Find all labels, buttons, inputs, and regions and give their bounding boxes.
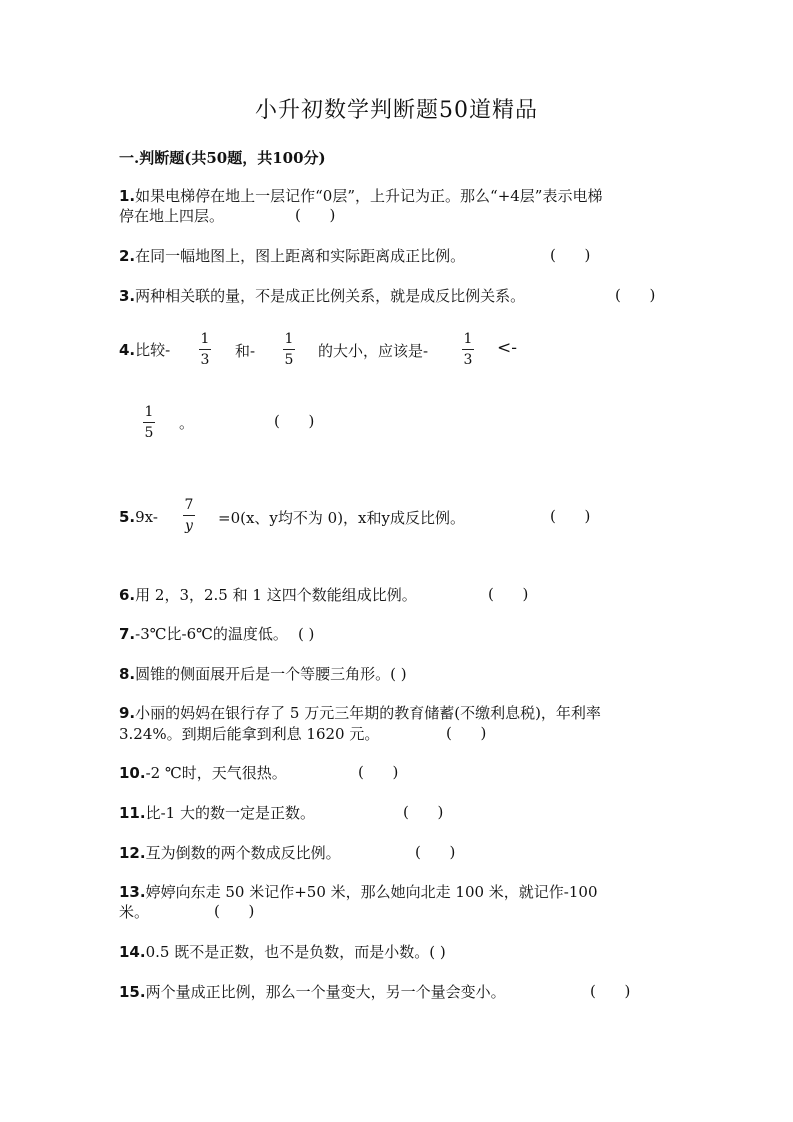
question-text: 9x- bbox=[135, 508, 158, 526]
answer-blank[interactable]: ( ) bbox=[550, 507, 591, 525]
question-number: 8. bbox=[119, 665, 136, 683]
answer-blank[interactable]: ( ) bbox=[429, 943, 446, 961]
numerator: 1 bbox=[463, 331, 473, 347]
answer-blank[interactable]: ( ) bbox=[415, 843, 456, 861]
question-text: 婷婷向东走 50 米记作+50 米，那么她向北走 100 米，就记作-100 bbox=[145, 883, 598, 901]
question-text: 比较- bbox=[135, 341, 171, 359]
numerator: 1 bbox=[144, 404, 154, 420]
question-text: 比-1 大的数一定是正数。 bbox=[145, 804, 315, 822]
question-text: 的大小，应该是- bbox=[318, 342, 429, 360]
denominator: 5 bbox=[144, 425, 154, 441]
question-text: 小丽的妈妈在银行存了 5 万元三年期的教育储蓄(不缴利息税)，年利率 bbox=[135, 704, 601, 722]
question-14 bbox=[119, 942, 446, 962]
question-number: 6. bbox=[119, 586, 136, 604]
question-2 bbox=[119, 246, 465, 266]
fraction-one-third bbox=[199, 331, 211, 368]
answer-blank[interactable]: ( ) bbox=[403, 803, 444, 821]
question-text: =0(x、y均不为 0)，x和y成反比例。 bbox=[218, 509, 465, 527]
question-number: 2. bbox=[119, 247, 136, 265]
question-number: 14. bbox=[119, 943, 146, 961]
denominator: 5 bbox=[284, 352, 294, 368]
denominator: 3 bbox=[200, 352, 210, 368]
question-number: 5. bbox=[119, 508, 136, 526]
question-text: 米。 bbox=[119, 903, 150, 921]
question-number: 11. bbox=[119, 804, 146, 822]
answer-blank[interactable]: ( ) bbox=[550, 246, 591, 264]
question-number: 3. bbox=[119, 287, 136, 305]
question-9-line-2 bbox=[119, 724, 379, 744]
answer-blank[interactable]: ( ) bbox=[295, 206, 336, 224]
question-text: -3℃比-6℃的温度低。 bbox=[135, 625, 288, 643]
answer-blank[interactable]: ( ) bbox=[358, 763, 399, 781]
question-text: 两个量成正比例，那么一个量变大，另一个量会变小。 bbox=[145, 983, 506, 1001]
question-8 bbox=[119, 664, 407, 684]
answer-blank[interactable]: ( ) bbox=[446, 724, 487, 742]
question-text: 互为倒数的两个数成反比例。 bbox=[145, 844, 341, 862]
question-9 bbox=[119, 703, 601, 723]
question-4 bbox=[119, 340, 170, 360]
question-number: 9. bbox=[119, 704, 136, 722]
question-number: 4. bbox=[119, 341, 136, 359]
question-number: 1. bbox=[119, 187, 136, 205]
question-number: 10. bbox=[119, 764, 146, 782]
question-number: 13. bbox=[119, 883, 146, 901]
question-text: 0.5 既不是正数，也不是负数，而是小数。 bbox=[145, 943, 430, 961]
question-text: 3.24%。到期后能拿到利息 1620 元。 bbox=[119, 725, 380, 743]
question-text: 在同一幅地图上，图上距离和实际距离成正比例。 bbox=[135, 247, 466, 265]
denominator: 3 bbox=[463, 352, 473, 368]
answer-blank[interactable]: ( ) bbox=[214, 902, 255, 920]
numerator: 1 bbox=[284, 331, 294, 347]
fraction-one-third bbox=[462, 331, 474, 368]
question-15 bbox=[119, 982, 506, 1002]
question-number: 12. bbox=[119, 844, 146, 862]
question-text: 。 bbox=[179, 414, 195, 432]
fraction-one-fifth bbox=[283, 331, 295, 368]
answer-blank[interactable]: ( ) bbox=[297, 625, 315, 643]
question-1 bbox=[119, 186, 602, 206]
answer-blank[interactable]: ( ) bbox=[274, 412, 315, 430]
question-text: 和- bbox=[235, 342, 256, 360]
question-text: 两种相关联的量，不是成正比例关系，就是成反比例关系。 bbox=[135, 287, 526, 305]
question-1-line-2 bbox=[119, 206, 224, 226]
question-11 bbox=[119, 803, 315, 823]
question-13-line-2 bbox=[119, 902, 149, 922]
question-10 bbox=[119, 763, 287, 783]
question-12 bbox=[119, 843, 341, 863]
question-6 bbox=[119, 585, 417, 605]
question-7 bbox=[119, 624, 314, 644]
question-5 bbox=[119, 507, 158, 527]
question-number: 15. bbox=[119, 983, 146, 1001]
question-text: 停在地上四层。 bbox=[119, 207, 225, 225]
answer-blank[interactable]: ( ) bbox=[390, 665, 407, 683]
denominator: y bbox=[185, 518, 193, 534]
question-text: <- bbox=[497, 338, 517, 358]
page-title: 小升初数学判断题50道精品 bbox=[255, 98, 538, 123]
question-number: 7. bbox=[119, 625, 136, 643]
answer-blank[interactable]: ( ) bbox=[615, 286, 656, 304]
question-text: 如果电梯停在地上一层记作“0层”，上升记为正。那么“+4层”表示电梯 bbox=[135, 187, 603, 205]
numerator: 7 bbox=[184, 497, 194, 513]
section-heading: 一.判断题(共50题，共100分) bbox=[119, 149, 326, 167]
answer-blank[interactable]: ( ) bbox=[590, 982, 631, 1000]
question-text: 圆锥的侧面展开后是一个等腰三角形。 bbox=[135, 665, 391, 683]
answer-blank[interactable]: ( ) bbox=[488, 585, 529, 603]
question-13 bbox=[119, 882, 598, 902]
question-text: -2 ℃时，天气很热。 bbox=[145, 764, 287, 782]
question-text: 用 2，3，2.5 和 1 这四个数能组成比例。 bbox=[135, 586, 417, 604]
fraction-one-fifth bbox=[143, 404, 155, 441]
fraction-seven-over-y bbox=[183, 497, 195, 534]
numerator: 1 bbox=[200, 331, 210, 347]
question-3 bbox=[119, 286, 525, 306]
